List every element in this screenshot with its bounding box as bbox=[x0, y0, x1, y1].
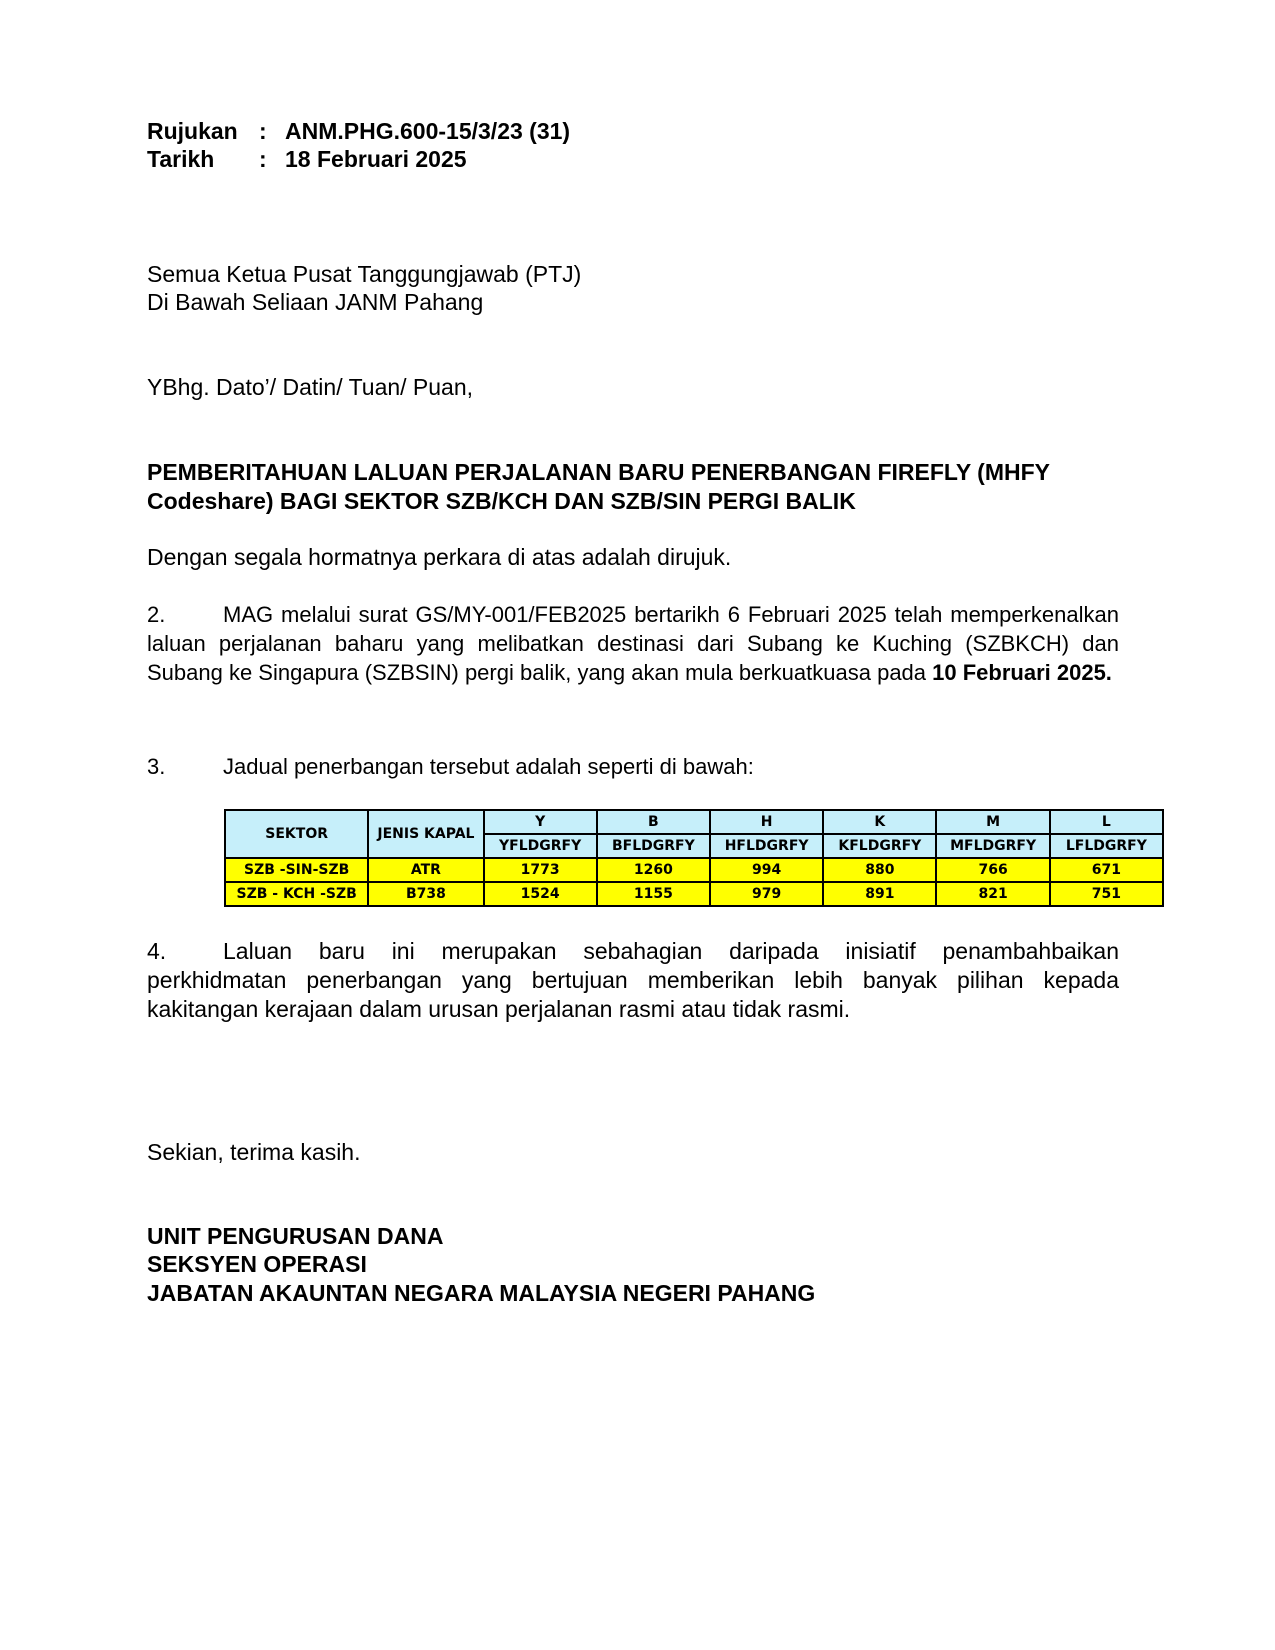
paragraph-3-number: 3. bbox=[147, 754, 166, 779]
reference-colon: : bbox=[259, 118, 267, 144]
fare-cell: 766 bbox=[936, 858, 1049, 882]
signature-line-3: JABATAN AKAUNTAN NEGARA MALAYSIA NEGERI PAHANG bbox=[147, 1280, 816, 1306]
fare-cell: 821 bbox=[936, 882, 1049, 906]
header-class-y: Y bbox=[484, 810, 597, 834]
fare-code-b: BFLDGRFY bbox=[597, 834, 710, 858]
letter-date: 18 Februari 2025 bbox=[285, 146, 467, 172]
fare-code-y: YFLDGRFY bbox=[484, 834, 597, 858]
header-class-h: H bbox=[710, 810, 823, 834]
paragraph-4 bbox=[147, 937, 1119, 1024]
fare-code-l: LFLDGRFY bbox=[1050, 834, 1163, 858]
fare-cell: 994 bbox=[710, 858, 823, 882]
fare-code-k: KFLDGRFY bbox=[823, 834, 936, 858]
recipient-line-2: Di Bawah Seliaan JANM Pahang bbox=[147, 289, 484, 315]
fare-cell: 1260 bbox=[597, 858, 710, 882]
date-line bbox=[147, 145, 467, 173]
reference-number: ANM.PHG.600-15/3/23 (31) bbox=[285, 118, 571, 144]
date-label: Tarikh bbox=[147, 146, 215, 172]
reference-line bbox=[147, 117, 570, 145]
fare-cell: 1155 bbox=[597, 882, 710, 906]
table-header-row-classes bbox=[225, 810, 1163, 834]
header-class-k: K bbox=[823, 810, 936, 834]
fare-code-h: HFLDGRFY bbox=[710, 834, 823, 858]
sector-cell: SZB -SIN-SZB bbox=[225, 858, 368, 882]
date-colon: : bbox=[259, 146, 267, 172]
paragraph-4-text: Laluan baru ini merupakan sebahagian daripada inisiatif penambahbaikan perkhidmatan penerbangan yang bertujuan memberikan lebih banyak pilihan kepada kakitangan kerajaan dalam urusan perjalanan rasmi atau tidak rasmi. bbox=[147, 938, 1119, 1022]
fare-cell: 891 bbox=[823, 882, 936, 906]
recipient-line-1: Semua Ketua Pusat Tanggungjawab (PTJ) bbox=[147, 261, 582, 287]
header-aircraft-type: JENIS KAPAL bbox=[368, 810, 483, 858]
signature-line-2: SEKSYEN OPERASI bbox=[147, 1251, 367, 1277]
table-row bbox=[225, 858, 1163, 882]
fare-cell: 1524 bbox=[484, 882, 597, 906]
reference-label: Rujukan bbox=[147, 118, 238, 144]
header-class-b: B bbox=[597, 810, 710, 834]
subject-line-1: PEMBERITAHUAN LALUAN PERJALANAN BARU PENERBANGAN FIREFLY (MHFY bbox=[147, 459, 1050, 485]
subject-line-2: Codeshare) BAGI SEKTOR SZB/KCH DAN SZB/SIN PERGI BALIK bbox=[147, 488, 856, 514]
aircraft-cell: ATR bbox=[368, 858, 483, 882]
effective-date: 10 Februari 2025. bbox=[932, 660, 1112, 685]
paragraph-2 bbox=[147, 600, 1119, 687]
header-class-m: M bbox=[936, 810, 1049, 834]
paragraph-3 bbox=[147, 752, 754, 781]
paragraph-2-number: 2. bbox=[147, 602, 166, 627]
header-class-l: L bbox=[1050, 810, 1163, 834]
closing-line: Sekian, terima kasih. bbox=[147, 1139, 361, 1165]
sector-cell: SZB - KCH -SZB bbox=[225, 882, 368, 906]
flight-schedule-table bbox=[224, 809, 1164, 907]
salutation: YBhg. Dato’/ Datin/ Tuan/ Puan, bbox=[147, 374, 474, 400]
table-row bbox=[225, 882, 1163, 906]
paragraph-3-text: Jadual penerbangan tersebut adalah seperti di bawah: bbox=[223, 754, 754, 779]
paragraph-4-number: 4. bbox=[147, 938, 167, 964]
fare-code-m: MFLDGRFY bbox=[936, 834, 1049, 858]
fare-cell: 880 bbox=[823, 858, 936, 882]
fare-cell: 751 bbox=[1050, 882, 1163, 906]
signature-line-1: UNIT PENGURUSAN DANA bbox=[147, 1223, 444, 1249]
fare-cell: 671 bbox=[1050, 858, 1163, 882]
fare-cell: 979 bbox=[710, 882, 823, 906]
fare-cell: 1773 bbox=[484, 858, 597, 882]
paragraph-2-text: MAG melalui surat GS/MY-001/FEB2025 bertarikh 6 Februari 2025 telah memperkenalkan laluan perjalanan baharu yang melibatkan destinasi dari Subang ke Kuching (SZBKCH) dan Subang ke Singapura (SZBSIN) pergi balik, yang akan mula berkuatkuasa pada bbox=[147, 602, 1119, 685]
header-sector: SEKTOR bbox=[225, 810, 368, 858]
aircraft-cell: B738 bbox=[368, 882, 483, 906]
opening-sentence: Dengan segala hormatnya perkara di atas adalah dirujuk. bbox=[147, 544, 732, 570]
